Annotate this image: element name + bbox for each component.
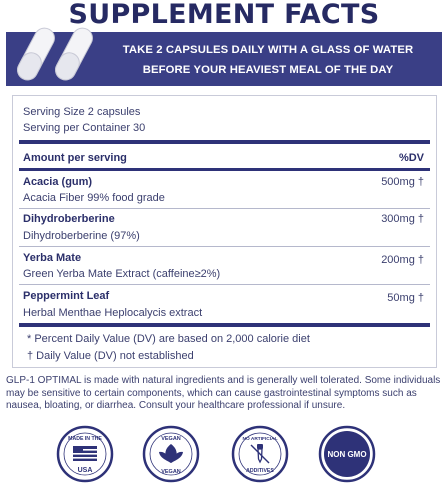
ingredient-name: Acacia (gum) (23, 176, 93, 188)
us-flag-icon (73, 446, 97, 461)
ingredient-detail: Herbal Menthae Heplocalycis extract (23, 307, 203, 319)
badge-vegan-top: VEGAN (161, 436, 181, 442)
ingredient-amount: 300mg † (381, 213, 424, 225)
badge-usa-bottom: USA (77, 467, 93, 474)
divider-header (19, 168, 430, 171)
divider-row (19, 284, 430, 285)
dosage-line-2: BEFORE YOUR HEAVIEST MEAL OF THE DAY (142, 64, 394, 76)
ingredient-detail: Acacia Fiber 99% food grade (23, 192, 165, 204)
page-title: SUPPLEMENT FACTS (68, 0, 380, 30)
badge-additives-bottom: ADDITIVES (246, 468, 274, 474)
ingredient-amount: 200mg † (381, 254, 424, 266)
ingredient-detail: Green Yerba Mate Extract (caffeine≥2%) (23, 268, 221, 280)
dv-not-established-footnote: † Daily Value (DV) not established (27, 350, 194, 362)
made-in-usa-badge (56, 425, 114, 483)
dosage-line-1: TAKE 2 CAPSULES DAILY WITH A GLASS OF WATER (122, 44, 414, 56)
dv-header: %DV (398, 152, 424, 164)
divider-thick (19, 140, 430, 144)
ingredient-name: Peppermint Leaf (23, 290, 110, 302)
servings-per-container: Serving per Container 30 (23, 122, 146, 134)
no-artificial-additives-badge (231, 425, 289, 483)
amount-header: Amount per serving (23, 152, 127, 164)
ingredient-amount: 50mg † (387, 292, 424, 304)
ingredient-amount: 500mg † (381, 176, 424, 188)
ingredient-name: Yerba Mate (23, 252, 82, 264)
divider-row (19, 246, 430, 247)
ingredient-detail: Dihydroberberine (97%) (23, 230, 140, 242)
vegan-badge (142, 425, 200, 483)
badge-additives-top: NO ARTIFICIAL (242, 437, 278, 442)
disclaimer-text: GLP-1 OPTIMAL is made with natural ingredients and is generally well tolerated. Some individuals may be sensitive to certain components, which can cause gastrointestinal symptoms such as nausea, bloating, or diarrhea. Consult your healthcare professional if unsure. (6, 375, 441, 411)
non-gmo-badge (318, 425, 376, 483)
dv-footnote: * Percent Daily Value (DV) are based on 2,000 calorie diet (27, 333, 310, 345)
serving-size: Serving Size 2 capsules (23, 106, 141, 118)
divider-row (19, 208, 430, 209)
badge-vegan-bottom: VEGAN (161, 469, 181, 475)
divider-thick (19, 323, 430, 327)
ingredient-name: Dihydroberberine (23, 213, 115, 225)
supplement-facts-panel (12, 95, 437, 368)
badge-non-gmo-label: NON GMO (327, 450, 367, 459)
badge-usa-top: MADE IN THE (68, 436, 102, 442)
capsules-icon (14, 24, 100, 86)
